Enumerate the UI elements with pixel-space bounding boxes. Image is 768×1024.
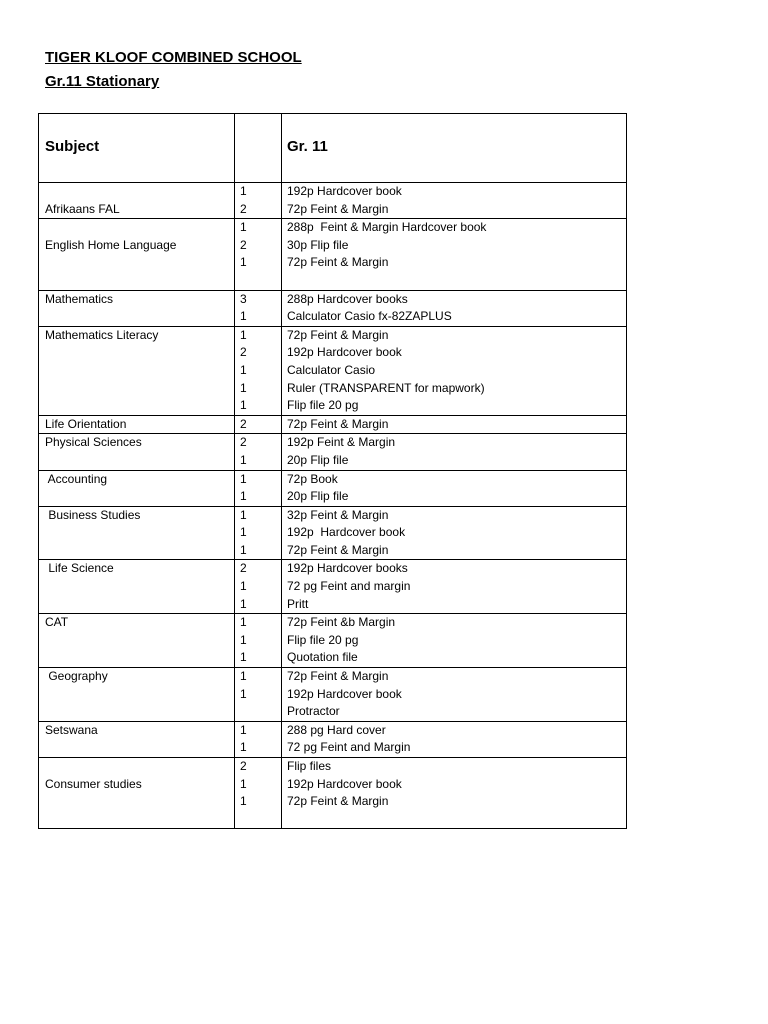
item-description: 192p Hardcover book xyxy=(287,776,402,791)
subject-cell xyxy=(39,668,235,722)
item-description: 72p Feint & Margin xyxy=(287,201,389,216)
quantity-cell xyxy=(235,415,282,434)
item-quantity: 2 xyxy=(240,561,247,576)
item-description: Protractor xyxy=(287,704,340,719)
item-quantity: 2 xyxy=(240,435,247,450)
table-row xyxy=(39,721,627,757)
item-quantity: 1 xyxy=(240,740,247,755)
table-row xyxy=(39,506,627,560)
items-cell xyxy=(282,721,627,757)
subject-name: Consumer studies xyxy=(45,776,142,791)
table-row xyxy=(39,415,627,434)
item-description: 192p Hardcover book xyxy=(287,525,406,540)
qty-header-cell xyxy=(235,114,282,183)
table-row xyxy=(39,326,627,415)
item-quantity: 1 xyxy=(240,362,247,377)
table-row xyxy=(39,290,627,326)
item-description: Calculator Casio xyxy=(287,362,376,377)
item-description: Pritt xyxy=(287,596,309,611)
subject-name: Life Science xyxy=(45,561,114,576)
items-cell xyxy=(282,614,627,668)
item-quantity: 1 xyxy=(240,669,247,684)
item-quantity: 1 xyxy=(240,579,247,594)
subject-name: English Home Language xyxy=(45,237,177,252)
subject-cell xyxy=(39,219,235,290)
subject-cell xyxy=(39,434,235,470)
item-quantity: 2 xyxy=(240,237,247,252)
item-description: 192p Hardcover book xyxy=(287,686,402,701)
quantity-cell xyxy=(235,219,282,290)
quantity-cell xyxy=(235,470,282,506)
item-description: 72 pg Feint and margin xyxy=(287,579,411,594)
item-quantity: 1 xyxy=(240,542,247,557)
item-description: 72p Feint & Margin xyxy=(287,542,389,557)
subject-name: Business Studies xyxy=(45,507,141,522)
subject-cell xyxy=(39,721,235,757)
items-cell xyxy=(282,290,627,326)
item-description: 192p Hardcover book xyxy=(287,184,402,198)
stationery-table xyxy=(38,113,627,829)
quantity-cell xyxy=(235,758,282,829)
quantity-cell xyxy=(235,183,282,219)
item-description: Quotation file xyxy=(287,650,358,665)
table-row xyxy=(39,183,627,219)
item-description: 288 pg Hard cover xyxy=(287,722,386,737)
item-quantity: 2 xyxy=(240,201,247,216)
table-row xyxy=(39,434,627,470)
subject-cell xyxy=(39,415,235,434)
subject-cell xyxy=(39,560,235,614)
grade-header-cell xyxy=(282,114,627,183)
items-cell xyxy=(282,326,627,415)
subject-cell xyxy=(39,183,235,219)
item-description: 72p Feint & Margin xyxy=(287,416,389,431)
item-description: Flip file 20 pg xyxy=(287,398,359,413)
items-cell xyxy=(282,183,627,219)
item-quantity: 3 xyxy=(240,291,247,306)
item-quantity: 2 xyxy=(240,345,247,360)
item-quantity: 1 xyxy=(240,184,247,198)
item-quantity: 1 xyxy=(240,722,247,737)
item-description: 288p Feint & Margin Hardcover book xyxy=(287,220,487,235)
items-cell xyxy=(282,668,627,722)
item-quantity: 1 xyxy=(240,489,247,504)
item-quantity: 1 xyxy=(240,596,247,611)
quantity-cell xyxy=(235,721,282,757)
subject-cell xyxy=(39,758,235,829)
quantity-cell xyxy=(235,290,282,326)
subject-name: CAT xyxy=(45,615,69,630)
table-row xyxy=(39,219,627,290)
subject-name: Mathematics Literacy xyxy=(45,327,159,342)
item-description: 30p Flip file xyxy=(287,237,349,252)
subject-cell xyxy=(39,326,235,415)
items-cell xyxy=(282,219,627,290)
items-cell xyxy=(282,560,627,614)
item-quantity: 1 xyxy=(240,525,247,540)
item-quantity: 1 xyxy=(240,398,247,413)
subject-name: Life Orientation xyxy=(45,416,127,431)
item-description: 20p Flip file xyxy=(287,489,349,504)
item-quantity: 1 xyxy=(240,452,247,467)
item-description: 72p Feint & Margin xyxy=(287,669,389,684)
item-quantity: 1 xyxy=(240,632,247,647)
item-description: 192p Hardcover book xyxy=(287,345,402,360)
item-description: 72p Feint & Margin xyxy=(287,327,389,342)
item-quantity: 1 xyxy=(240,507,247,522)
item-quantity: 2 xyxy=(240,416,247,431)
document-subtitle: Gr.11 Stationary xyxy=(45,73,160,90)
quantity-cell xyxy=(235,614,282,668)
item-quantity: 2 xyxy=(240,759,247,773)
table-row xyxy=(39,470,627,506)
item-description: Flip file 20 pg xyxy=(287,632,359,647)
items-cell xyxy=(282,506,627,560)
item-quantity: 1 xyxy=(240,327,247,342)
quantity-cell xyxy=(235,668,282,722)
items-cell xyxy=(282,758,627,829)
subject-name: Setswana xyxy=(45,722,98,737)
items-cell xyxy=(282,470,627,506)
subject-header: Subject xyxy=(45,138,100,155)
item-quantity: 1 xyxy=(240,794,247,809)
table-row xyxy=(39,758,627,829)
item-description: Flip files xyxy=(287,759,332,773)
item-quantity: 1 xyxy=(240,615,247,630)
subject-name: Accounting xyxy=(45,471,108,486)
item-quantity: 1 xyxy=(240,471,247,486)
item-quantity: 1 xyxy=(240,776,247,791)
item-description: 192p Hardcover books xyxy=(287,561,408,576)
item-description: 288p Hardcover books xyxy=(287,291,408,306)
item-description: 72 pg Feint and Margin xyxy=(287,740,411,755)
items-cell xyxy=(282,434,627,470)
subject-header-cell xyxy=(39,114,235,183)
quantity-cell xyxy=(235,326,282,415)
table-row xyxy=(39,614,627,668)
item-description: 20p Flip file xyxy=(287,452,349,467)
subject-cell xyxy=(39,614,235,668)
subject-name: Physical Sciences xyxy=(45,435,142,450)
grade-header: Gr. 11 xyxy=(287,138,328,155)
item-quantity: 1 xyxy=(240,220,247,235)
item-quantity: 1 xyxy=(240,650,247,665)
table-header-row xyxy=(39,114,627,183)
item-quantity: 1 xyxy=(240,309,247,324)
table-row xyxy=(39,668,627,722)
quantity-cell xyxy=(235,560,282,614)
subject-cell xyxy=(39,470,235,506)
items-cell xyxy=(282,415,627,434)
quantity-cell xyxy=(235,506,282,560)
subject-cell xyxy=(39,506,235,560)
item-quantity: 1 xyxy=(240,380,247,395)
item-description: 72p Book xyxy=(287,471,338,486)
item-description: 72p Feint &b Margin xyxy=(287,615,396,630)
item-description: 32p Feint & Margin xyxy=(287,507,389,522)
subject-name: Afrikaans FAL xyxy=(45,201,120,216)
item-description: Calculator Casio fx-82ZAPLUS xyxy=(287,309,452,324)
table-row xyxy=(39,560,627,614)
item-description: Ruler (TRANSPARENT for mapwork) xyxy=(287,380,485,395)
subject-name: Mathematics xyxy=(45,291,114,306)
school-name: TIGER KLOOF COMBINED SCHOOL xyxy=(45,49,302,66)
item-quantity: 1 xyxy=(240,255,247,270)
item-description: 72p Feint & Margin xyxy=(287,794,389,809)
item-quantity: 1 xyxy=(240,686,247,701)
subject-name: Geography xyxy=(45,669,108,684)
quantity-cell xyxy=(235,434,282,470)
item-description: 72p Feint & Margin xyxy=(287,255,389,270)
item-description: 192p Feint & Margin xyxy=(287,435,396,450)
subject-cell xyxy=(39,290,235,326)
